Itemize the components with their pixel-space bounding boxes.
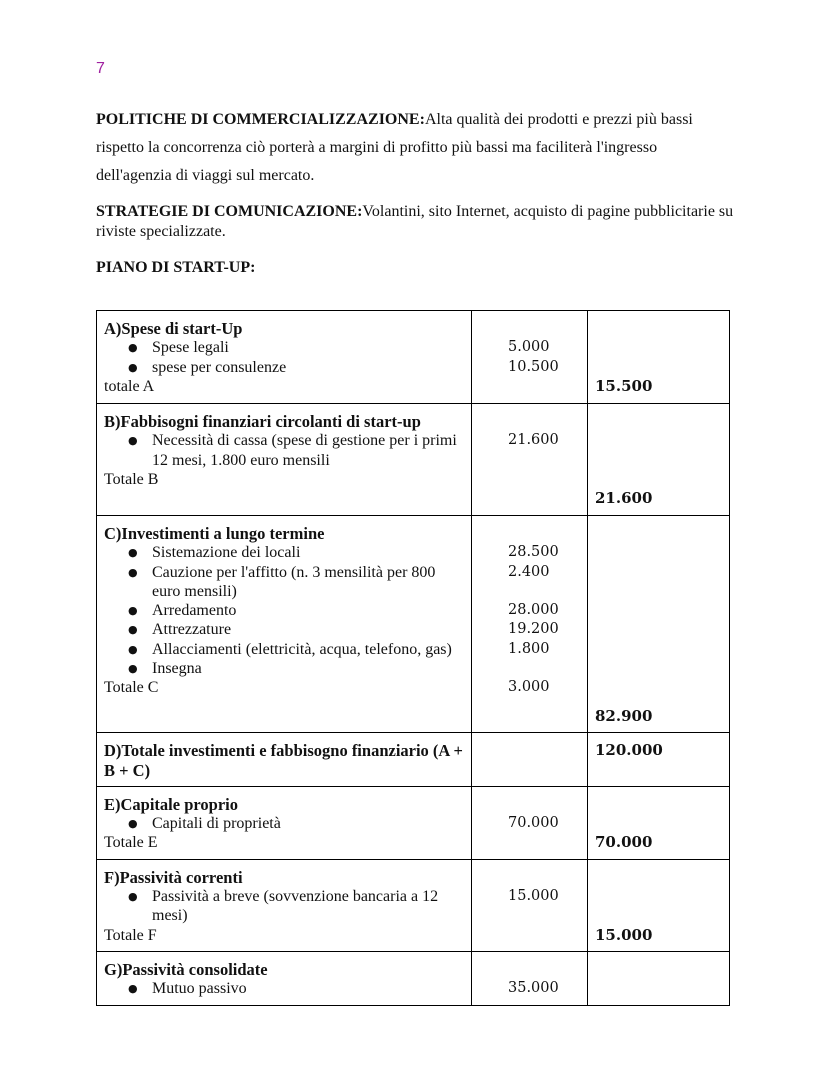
- section-d-amounts: [472, 733, 588, 787]
- table-row: [97, 859, 730, 951]
- section-g-description: [97, 952, 472, 1006]
- section-e-description: [97, 786, 472, 859]
- section-c-amounts: [472, 516, 588, 733]
- section-e-total: 70.000: [595, 833, 653, 852]
- section-c-items: [104, 543, 465, 678]
- section-b-amounts: [472, 404, 588, 516]
- amount-value: 1.800: [508, 640, 550, 657]
- section-a-items: [104, 338, 465, 377]
- table-row: [97, 404, 730, 516]
- list-item: ● Capitali di proprietà: [104, 814, 465, 833]
- section-g-items: [104, 979, 465, 998]
- amount-value: 28.500: [508, 544, 559, 561]
- section-b-total: 21.600: [595, 489, 653, 508]
- section-e-items: [104, 814, 465, 833]
- section-c-total-cell: [588, 516, 730, 733]
- list-item: ● Insegna: [104, 659, 465, 678]
- list-item: ● Arredamento: [104, 601, 465, 620]
- section-d-title: D)Totale investimenti e fabbisogno finanziario (A + B + C): [104, 741, 463, 780]
- section-e-title: E)Capitale proprio: [104, 794, 238, 814]
- amount-value: 2.400: [508, 563, 550, 580]
- list-item: ● Spese legali: [104, 338, 465, 357]
- table-row: [97, 786, 730, 859]
- section-d-total-cell: [588, 733, 730, 787]
- section-d-total: 120.000: [595, 741, 663, 760]
- section-a-title: A)Spese di start-Up: [104, 319, 243, 338]
- amount-value: 3.000: [508, 679, 550, 696]
- amount-value: 35.000: [508, 980, 559, 997]
- list-item: ● Necessità di cassa (spese di gestione per i primi 12 mesi, 1.800 euro mensili: [104, 431, 465, 470]
- section-f-total-label: Totale F: [104, 926, 157, 944]
- commercial-policies-text: Alta qualità dei prodotti e prezzi più bassi rispetto la concorrenza ciò porterà a margini di profitto più bassi ma faciliterà l'ingresso dell'agenzia di viaggi sul mercato.: [96, 111, 693, 184]
- section-e-total-cell: [588, 786, 730, 859]
- section-g-title: G)Passività consolidate: [104, 960, 268, 980]
- amount-value: 70.000: [508, 815, 559, 832]
- section-f-description: [97, 859, 472, 951]
- section-a-total: 15.500: [595, 376, 653, 395]
- list-item: ● Cauzione per l'affitto (n. 3 mensilità per 800 euro mensili): [104, 563, 465, 602]
- list-item: ● Attrezzature: [104, 620, 465, 639]
- table-row: [97, 311, 730, 404]
- amount-value: 15.000: [508, 888, 559, 905]
- communication-strategies-paragraph: [96, 202, 736, 242]
- table-row: [97, 516, 730, 733]
- section-f-items: [104, 887, 465, 926]
- table-row: [97, 733, 730, 787]
- section-b-total-label: Totale B: [104, 470, 159, 488]
- section-a-amounts: [472, 311, 588, 404]
- section-c-title: C)Investimenti a lungo termine: [104, 524, 325, 543]
- amount-value: 28.000: [508, 602, 559, 619]
- list-item: ● Mutuo passivo: [104, 979, 465, 998]
- section-g-amounts: [472, 952, 588, 1006]
- section-g-total-cell: [588, 952, 730, 1006]
- commercial-policies-paragraph: [96, 106, 736, 190]
- communication-strategies-heading: STRATEGIE DI COMUNICAZIONE:: [96, 203, 363, 220]
- section-f-title: F)Passività correnti: [104, 867, 243, 887]
- startup-plan-table: [96, 310, 730, 1006]
- page-number: 7: [96, 60, 105, 77]
- section-b-description: [97, 404, 472, 516]
- section-f-total-cell: [588, 859, 730, 951]
- section-a-total-cell: [588, 311, 730, 404]
- amount-value: 19.200: [508, 621, 559, 638]
- section-f-total: 15.000: [595, 925, 653, 944]
- list-item: ● Passività a breve (sovvenzione bancaria a 12 mesi): [104, 887, 465, 926]
- section-c-total-label: Totale C: [104, 679, 159, 697]
- section-b-title: B)Fabbisogni finanziari circolanti di start-up: [104, 412, 421, 431]
- amount-value: 21.600: [508, 432, 559, 449]
- amount-value: 10.500: [508, 358, 559, 375]
- list-item: ● spese per consulenze: [104, 358, 465, 377]
- startup-plan-heading: PIANO DI START-UP:: [96, 259, 256, 276]
- amount-value: 5.000: [508, 339, 550, 356]
- commercial-policies-heading: POLITICHE DI COMMERCIALIZZAZIONE:: [96, 111, 425, 128]
- table-row: [97, 952, 730, 1006]
- section-f-amounts: [472, 859, 588, 951]
- communication-strategies-text: Volantini, sito Internet, acquisto di pagine pubblicitarie su riviste specializzate.: [96, 203, 734, 240]
- section-a-total-label: totale A: [104, 377, 155, 395]
- section-c-total: 82.900: [595, 707, 653, 725]
- section-d-description: [97, 733, 472, 787]
- section-c-description: [97, 516, 472, 733]
- section-b-total-cell: [588, 404, 730, 516]
- section-b-items: [104, 431, 465, 470]
- list-item: ● Allacciamenti (elettricità, acqua, telefono, gas): [104, 640, 465, 659]
- list-item: ● Sistemazione dei locali: [104, 543, 465, 562]
- section-e-total-label: Totale E: [104, 834, 158, 852]
- section-a-description: [97, 311, 472, 404]
- section-e-amounts: [472, 786, 588, 859]
